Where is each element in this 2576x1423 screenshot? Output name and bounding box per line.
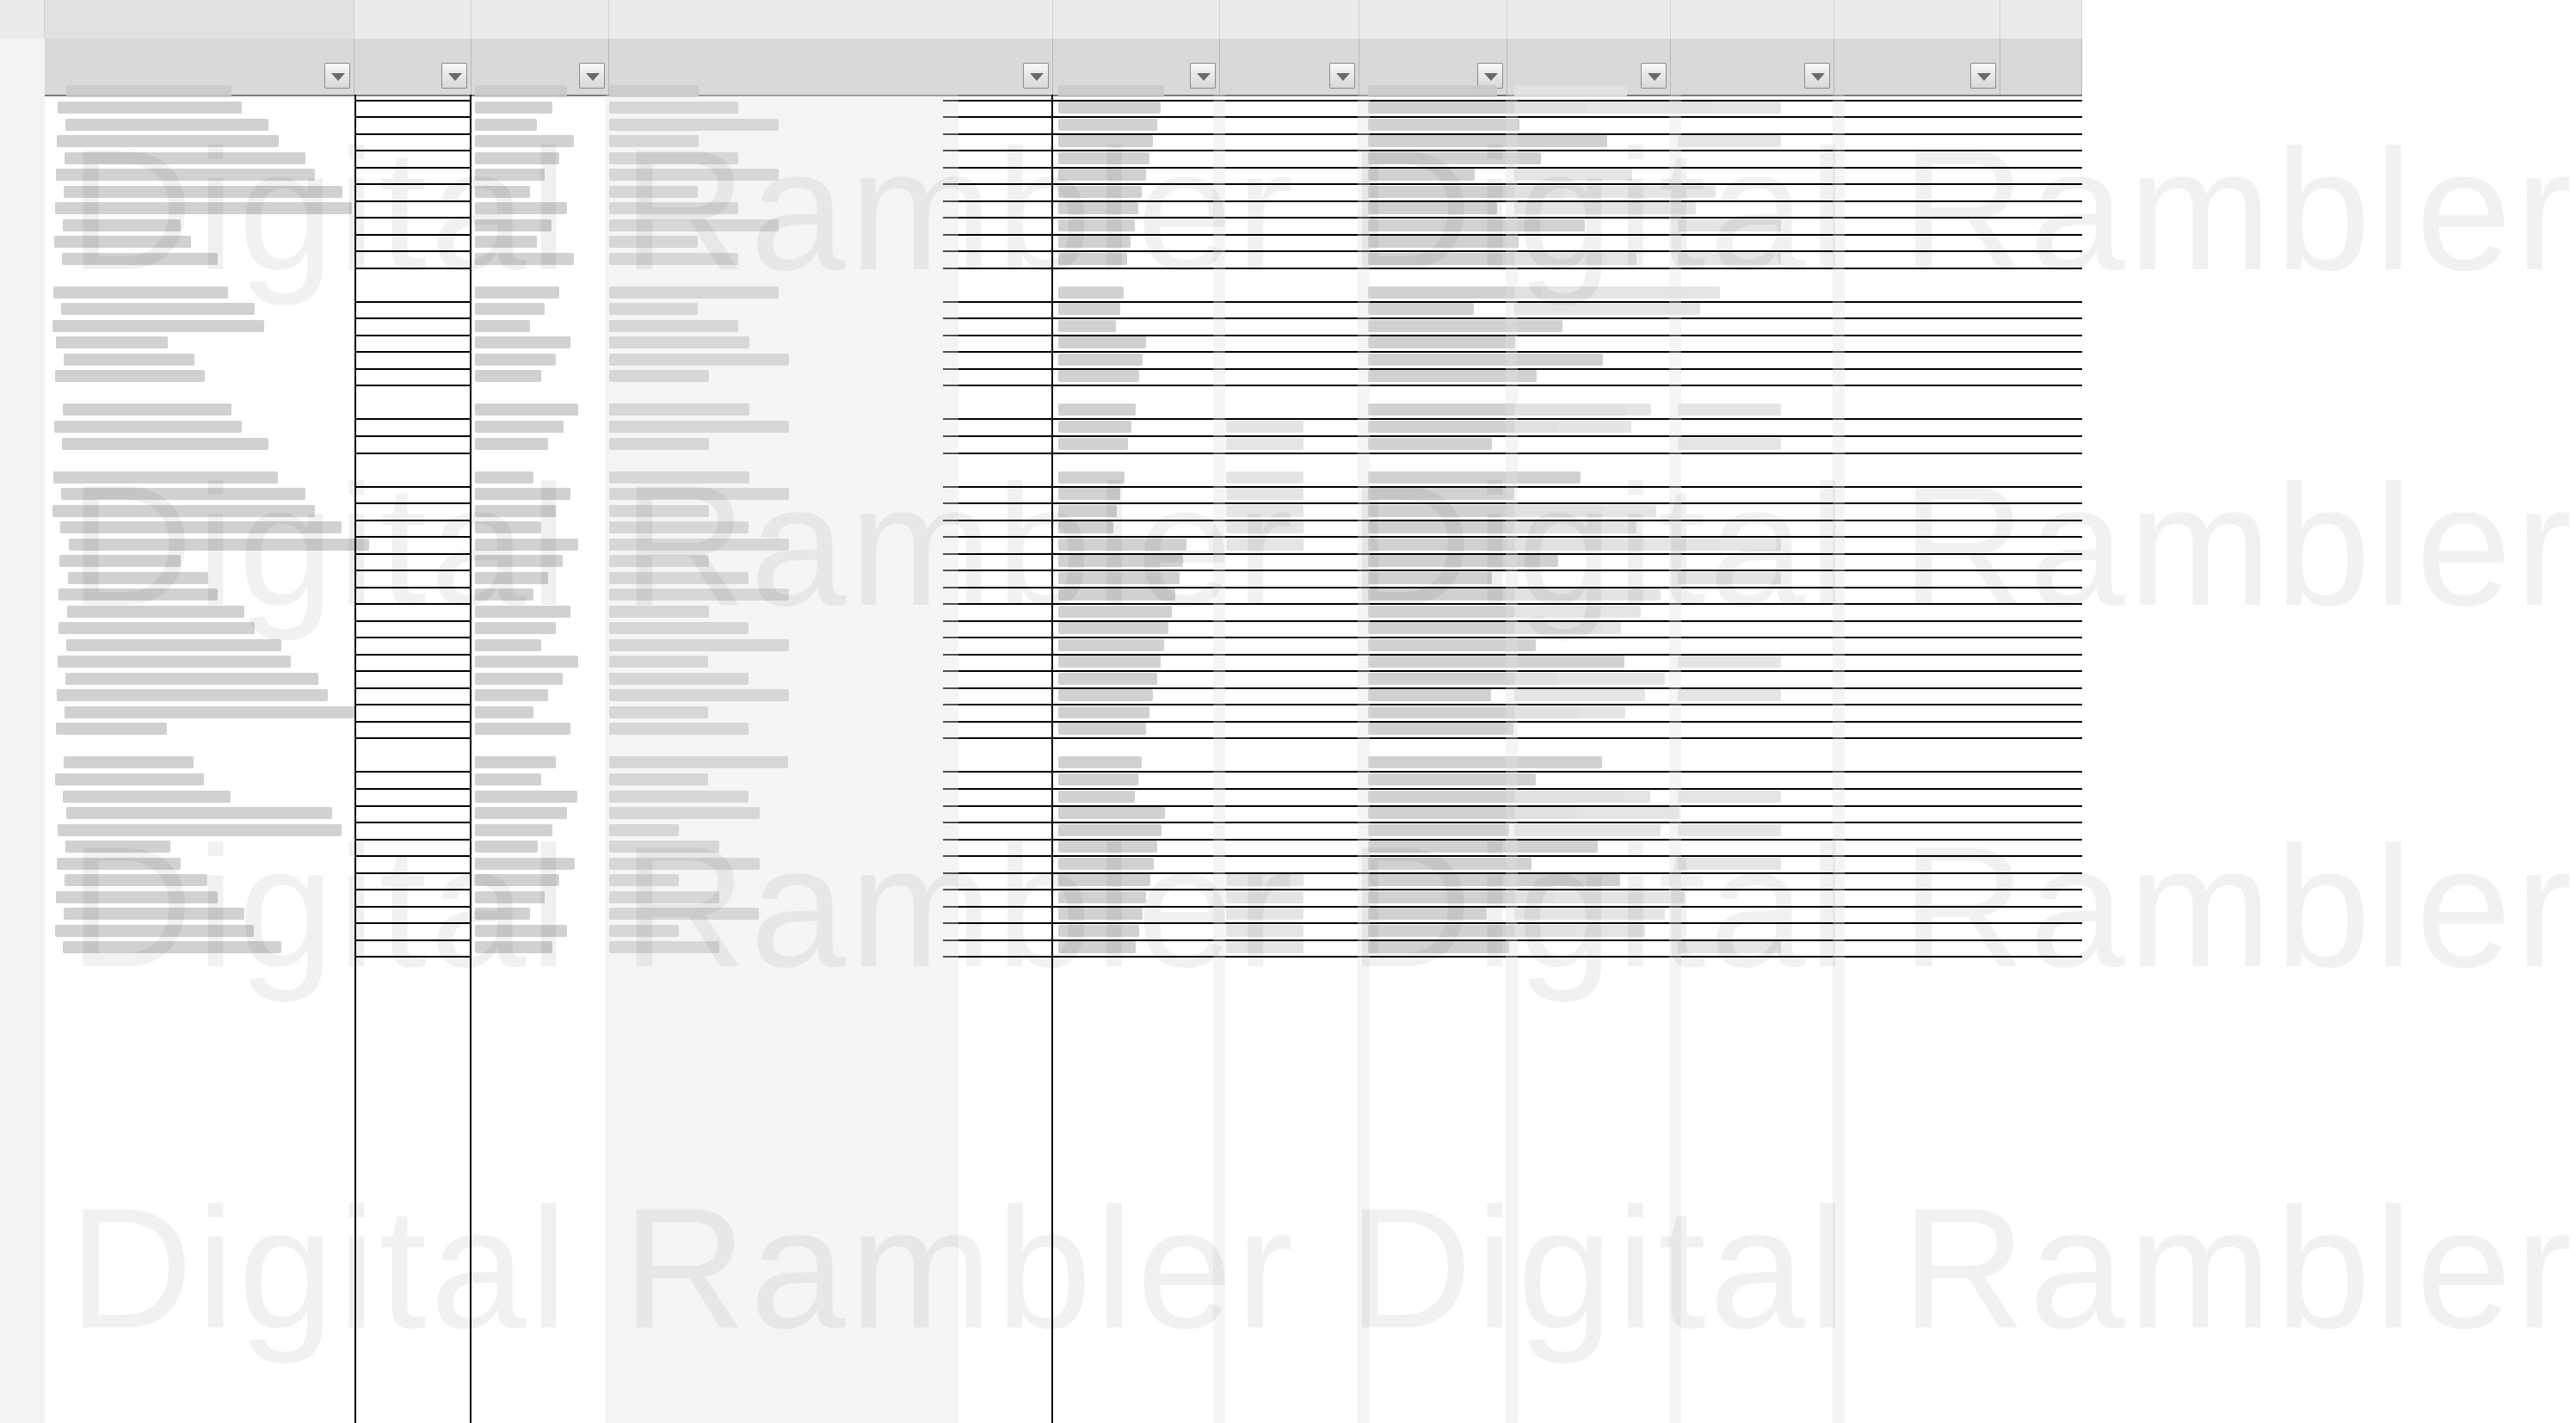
redacted-value [475, 622, 556, 634]
column-letter-b[interactable] [354, 0, 471, 39]
redacted-value [1058, 236, 1131, 248]
redacted-value [1226, 941, 1303, 953]
redacted-value [1058, 639, 1164, 651]
redacted-value [57, 689, 329, 701]
redacted-value [56, 336, 168, 348]
redacted-column-shade [1213, 95, 1225, 1423]
redacted-value [1678, 438, 1781, 450]
redacted-value [475, 807, 567, 819]
redacted-value [475, 135, 574, 147]
redacted-value [1368, 236, 1519, 248]
redacted-value [1678, 941, 1781, 953]
redacted-value [53, 286, 228, 299]
filter-dropdown-icon[interactable] [1970, 63, 1996, 89]
redacted-value [62, 253, 218, 265]
redacted-value [69, 539, 369, 551]
redacted-value [56, 169, 316, 181]
redacted-value [66, 807, 332, 819]
redacted-column-shade [1506, 95, 1518, 1423]
redacted-value [475, 421, 564, 433]
column-letter-e[interactable] [1053, 0, 1220, 39]
redacted-value [1226, 521, 1303, 533]
column-letter-f[interactable] [1220, 0, 1359, 39]
redacted-value [1058, 807, 1165, 819]
redacted-value [52, 505, 315, 517]
redacted-value [1226, 539, 1303, 551]
redacted-value [65, 841, 170, 853]
redacted-value [64, 908, 244, 920]
redacted-value [1368, 488, 1514, 500]
redacted-value [475, 471, 533, 484]
filter-dropdown-icon[interactable] [1023, 63, 1049, 89]
redacted-value [1058, 791, 1135, 803]
redacted-value [1678, 572, 1781, 584]
redacted-value [1226, 471, 1303, 484]
redacted-value [1058, 606, 1172, 618]
city-cell[interactable] [356, 367, 470, 385]
redacted-value [59, 588, 217, 601]
redacted-value [1226, 925, 1303, 937]
redacted-value [55, 925, 255, 937]
redacted-value [1058, 756, 1142, 768]
redacted-value [475, 841, 538, 853]
redacted-value [1058, 119, 1157, 131]
column-letter-c[interactable] [471, 0, 609, 39]
redacted-value [54, 236, 191, 248]
column-letter-k[interactable] [2000, 0, 2082, 39]
redacted-value [1368, 336, 1515, 348]
redacted-value [64, 186, 342, 198]
redacted-value [1678, 219, 1781, 231]
redacted-value [61, 488, 305, 500]
redacted-value [1058, 336, 1146, 348]
redacted-value [55, 370, 205, 382]
redacted-value [56, 891, 218, 903]
redacted-column-shade [1833, 95, 1845, 1423]
redacted-value [475, 320, 530, 332]
redacted-value [1058, 169, 1146, 181]
redacted-value [60, 521, 342, 533]
redacted-value [475, 286, 559, 299]
redacted-value [475, 588, 533, 601]
header-cell-f[interactable] [1220, 39, 1359, 95]
redacted-value [58, 656, 292, 668]
redacted-value [475, 370, 541, 382]
redacted-value [475, 253, 574, 265]
redacted-value [475, 858, 575, 870]
redacted-value [52, 320, 265, 332]
redacted-value [1226, 505, 1303, 517]
city-cell[interactable] [356, 938, 470, 957]
redacted-value [55, 202, 352, 214]
column-letter-g[interactable] [1359, 0, 1507, 39]
redacted-value [1514, 891, 1685, 903]
filter-dropdown-icon[interactable] [324, 63, 350, 89]
redacted-value [1226, 891, 1303, 903]
redacted-value [475, 656, 578, 668]
redacted-value [1058, 354, 1143, 366]
redacted-value [1514, 791, 1650, 803]
redacted-value [1368, 169, 1475, 181]
redacted-column-shade [1669, 95, 1681, 1423]
redacted-value [64, 756, 194, 768]
redacted-value [58, 102, 242, 114]
redacted-value [1058, 286, 1124, 299]
redacted-value [1368, 555, 1558, 567]
redacted-value [1226, 438, 1303, 450]
redacted-value [1678, 539, 1781, 551]
redacted-value [1058, 874, 1150, 886]
redacted-value [66, 639, 281, 651]
redacted-value [1368, 202, 1497, 214]
redacted-value [1058, 152, 1149, 164]
redacted-value [475, 488, 570, 500]
header-cell-i[interactable] [1671, 39, 1834, 95]
redacted-value [64, 354, 194, 366]
redacted-value [1368, 572, 1492, 584]
row-border [354, 385, 471, 386]
city-cell[interactable] [356, 459, 470, 478]
redacted-value [475, 572, 548, 584]
redacted-value [1514, 421, 1631, 433]
redacted-value [1058, 773, 1138, 785]
redacted-value [1368, 606, 1514, 618]
row-border [354, 268, 471, 269]
column-letter-j[interactable] [1834, 0, 2000, 39]
redacted-value [1368, 824, 1509, 836]
header-row [0, 39, 2082, 96]
redacted-value [1058, 85, 1164, 97]
redacted-value [1058, 941, 1136, 953]
redacted-value [54, 421, 242, 433]
filter-dropdown-icon[interactable] [1190, 63, 1216, 89]
redacted-value [1058, 253, 1127, 265]
redacted-value [53, 471, 278, 484]
watermark-text: Digital Rambler Digital Rambler [69, 114, 2576, 306]
redacted-value [1226, 421, 1303, 433]
redacted-value [1058, 421, 1131, 433]
redacted-value [1058, 891, 1146, 903]
redacted-value [475, 354, 556, 366]
row-border [354, 956, 471, 958]
redacted-value [63, 219, 181, 231]
redacted-value [1514, 286, 1720, 299]
city-cell[interactable] [356, 719, 470, 738]
redacted-value [63, 403, 231, 416]
redacted-value [475, 706, 533, 718]
redacted-value [475, 119, 537, 131]
redacted-value [1058, 135, 1153, 147]
column-border [354, 95, 356, 1423]
redacted-value [1058, 588, 1175, 601]
redacted-value [1368, 723, 1513, 735]
column-letter-bar [0, 0, 2082, 40]
redacted-value [68, 572, 208, 584]
select-all-corner[interactable] [0, 0, 45, 39]
filter-dropdown-icon[interactable] [1641, 63, 1667, 89]
redacted-value [475, 169, 545, 181]
redacted-column-shade [1358, 95, 1370, 1423]
redacted-value [1058, 824, 1162, 836]
redacted-value [475, 555, 563, 567]
redacted-value [1514, 622, 1621, 634]
redacted-value [67, 606, 244, 618]
column-letter-a[interactable] [45, 0, 354, 39]
redacted-value [1226, 488, 1303, 500]
redacted-value [1368, 354, 1603, 366]
redacted-value [1058, 102, 1161, 114]
watermark-text: Digital Rambler Digital Rambler [69, 1173, 2576, 1364]
redacted-value [1058, 521, 1113, 533]
redacted-value [475, 689, 548, 701]
watermark-text: Digital Rambler Digital Rambler [69, 811, 2576, 1003]
redacted-value [1058, 219, 1135, 231]
redacted-value [475, 925, 567, 937]
redacted-value [1678, 135, 1781, 147]
redacted-value [1058, 622, 1168, 634]
redacted-value [65, 874, 207, 886]
redacted-value [475, 102, 552, 114]
redacted-value [1058, 656, 1161, 668]
redacted-value [475, 891, 545, 903]
row-number[interactable] [0, 720, 45, 739]
redacted-value [1368, 756, 1602, 768]
redacted-value [1678, 824, 1781, 836]
filter-dropdown-icon[interactable] [1804, 63, 1830, 89]
redacted-value [475, 874, 559, 886]
redacted-value [1514, 85, 1627, 97]
redacted-value [1368, 941, 1509, 953]
redacted-value [1058, 202, 1138, 214]
redacted-value [1226, 874, 1303, 886]
redacted-value [1368, 471, 1581, 484]
redacted-value [1058, 723, 1146, 735]
redacted-value [1368, 85, 1497, 97]
redacted-value [63, 791, 231, 803]
redacted-value [1514, 908, 1665, 920]
header-cell-k[interactable] [2000, 39, 2082, 95]
redacted-value [475, 756, 556, 768]
row-number[interactable] [0, 435, 45, 454]
row-number[interactable] [0, 367, 45, 386]
redacted-value [1226, 908, 1303, 920]
redacted-value [1514, 186, 1716, 198]
redacted-value [1514, 673, 1665, 685]
row-border [354, 453, 471, 454]
redacted-value [65, 706, 354, 718]
redacted-value [475, 438, 548, 450]
redacted-value [61, 303, 255, 315]
redacted-value [1514, 689, 1645, 701]
row-number[interactable] [0, 250, 45, 269]
redacted-value [475, 673, 563, 685]
redacted-value [1514, 253, 1636, 265]
column-border [470, 95, 471, 1423]
redacted-value [1514, 505, 1656, 517]
redacted-value [59, 555, 181, 567]
redacted-value [1058, 572, 1180, 584]
redacted-value [475, 941, 552, 953]
redacted-value [66, 85, 231, 97]
redacted-value [1058, 471, 1125, 484]
redacted-value [59, 622, 255, 634]
redacted-value [1058, 370, 1139, 382]
redacted-value [1514, 925, 1645, 937]
redacted-value [65, 673, 318, 685]
city-cell[interactable] [356, 249, 470, 268]
redacted-value [1058, 539, 1186, 551]
redacted-value [1058, 186, 1142, 198]
redacted-value [56, 723, 167, 735]
city-cell[interactable] [356, 434, 470, 453]
redacted-value [1368, 303, 1474, 315]
redacted-value [1514, 403, 1651, 416]
redacted-value [475, 85, 567, 97]
redacted-value [55, 773, 204, 785]
redacted-value [1678, 858, 1781, 870]
redacted-value [1368, 119, 1519, 131]
redacted-value [1678, 403, 1781, 416]
redacted-value [475, 152, 559, 164]
filter-dropdown-icon[interactable] [1329, 63, 1355, 89]
redacted-value [1368, 135, 1607, 147]
redacted-value [1678, 791, 1781, 803]
redacted-value [1058, 555, 1183, 567]
redacted-value [475, 639, 541, 651]
city-cell[interactable] [356, 745, 470, 764]
redacted-value [475, 336, 570, 348]
redacted-value [1058, 908, 1143, 920]
redacted-value [1514, 824, 1661, 836]
redacted-value [65, 119, 268, 131]
redacted-value [1678, 102, 1781, 114]
redacted-value [475, 403, 578, 416]
redacted-value [1368, 874, 1620, 886]
column-letter-d[interactable] [609, 0, 1053, 39]
redacted-value [475, 505, 556, 517]
redacted-value [1514, 606, 1641, 618]
redacted-value [1514, 169, 1632, 181]
column-border [1051, 95, 1053, 1423]
city-cell[interactable] [356, 274, 470, 293]
redacted-value [475, 606, 570, 618]
redacted-value [1058, 841, 1157, 853]
redacted-value [1368, 656, 1624, 668]
redacted-value [475, 303, 545, 315]
redacted-value [1368, 908, 1487, 920]
redacted-value [1058, 706, 1149, 718]
row-number[interactable] [0, 939, 45, 958]
redacted-value [1514, 706, 1625, 718]
redacted-value [475, 521, 541, 533]
redacted-value [1514, 521, 1636, 533]
redacted-value [1058, 505, 1117, 517]
redacted-value [1514, 807, 1679, 819]
redacted-value [475, 539, 578, 551]
redacted-value [475, 186, 530, 198]
city-cell[interactable] [356, 392, 470, 411]
redacted-value [1678, 689, 1781, 701]
redacted-value [475, 773, 541, 785]
header-cell-j[interactable] [1834, 39, 2000, 95]
redacted-value [57, 135, 279, 147]
redacted-value [475, 202, 567, 214]
row-border [354, 737, 471, 739]
filter-dropdown-icon[interactable] [579, 63, 605, 89]
redacted-value [1368, 438, 1492, 450]
redacted-value [65, 152, 305, 164]
watermark-text: Digital Rambler Digital Rambler [69, 450, 2576, 642]
redacted-value [1058, 303, 1120, 315]
redacted-value [1514, 588, 1661, 601]
redacted-value [1368, 841, 1598, 853]
redacted-value [1058, 673, 1157, 685]
redacted-value [475, 791, 577, 803]
redacted-value [1368, 320, 1562, 332]
redacted-value [1368, 219, 1585, 231]
redacted-value [475, 824, 552, 836]
redacted-value [475, 236, 537, 248]
redacted-value [57, 858, 181, 870]
redacted-value [1058, 689, 1153, 701]
redacted-value [62, 438, 268, 450]
column-letter-i[interactable] [1671, 0, 1834, 39]
redacted-value [1058, 438, 1128, 450]
redacted-value [1058, 858, 1154, 870]
redacted-value [63, 941, 280, 953]
redacted-value [1678, 656, 1781, 668]
redacted-value [1058, 403, 1136, 416]
redacted-value [1678, 253, 1781, 265]
redacted-value [475, 908, 530, 920]
redacted-value [1058, 320, 1116, 332]
redacted-column-shade [606, 95, 958, 1423]
redacted-value [1368, 689, 1491, 701]
redacted-value [58, 824, 342, 836]
column-letter-h[interactable] [1507, 0, 1671, 39]
redacted-value [475, 723, 570, 735]
redacted-value [1058, 925, 1139, 937]
redacted-value [475, 219, 552, 231]
redacted-value [1058, 488, 1120, 500]
